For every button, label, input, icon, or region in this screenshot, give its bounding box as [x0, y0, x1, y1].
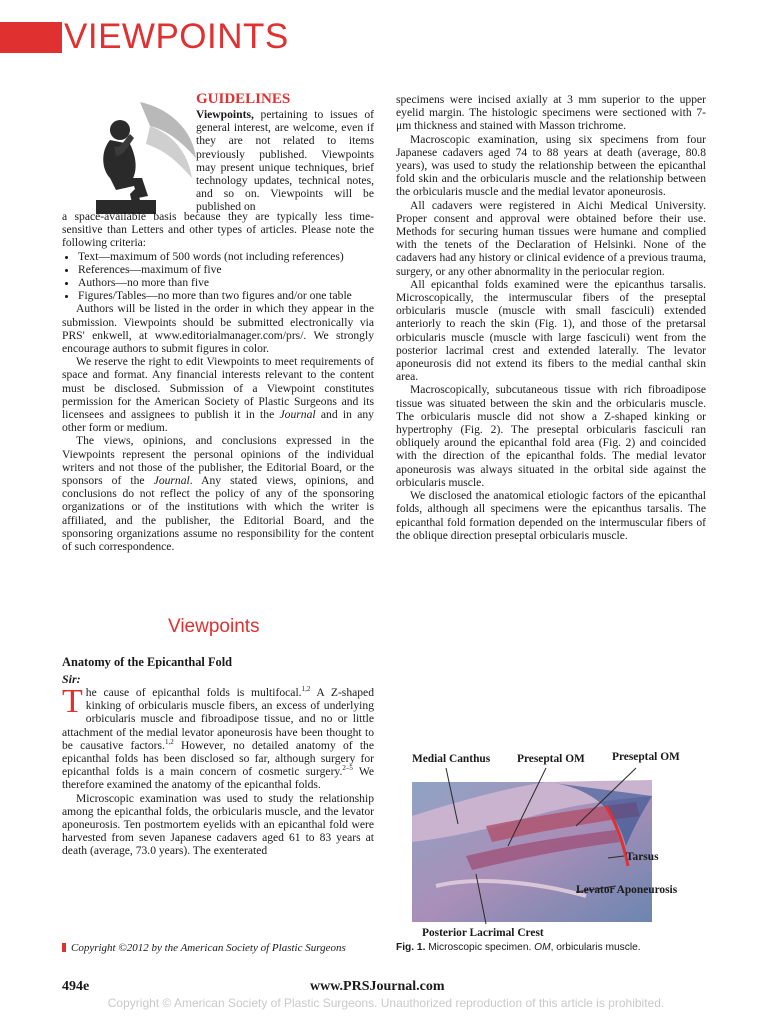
- guidelines-body: [62, 210, 374, 553]
- label-medial-canthus: Medial Canthus: [412, 753, 491, 765]
- micrograph-image: [396, 746, 706, 946]
- criteria-item: • References—maximum of five: [78, 263, 374, 276]
- article-paragraph-6: Macroscopically, subcutaneous tissue with rich fibroadipose tissue was situated between the skin and the orbicularis muscle. The orbicularis muscle did not show a Z-shaped kinking or hypertrophy (Fig. 2). The preseptal orbicularis fasciculi ran obliquely around the epicanthal fold area (Fig. 2) and coincided with the direction of the epicanthal folds. The medial levator aponeurosis was always situated in the orbital side against the orbicularis muscle.: [396, 383, 706, 489]
- label-posterior-lacrimal-crest: Posterior Lacrimal Crest: [422, 927, 544, 939]
- salutation: Sir:: [62, 672, 81, 686]
- label-preseptal-om: Preseptal OM: [517, 753, 585, 765]
- article-paragraph-1: The cause of epicanthal folds is multifocal.$^{1,2}$ A Z-shaped kinking of orbicularis muscle fibers, an excess of underlying orbicularis muscle and fibroadipose tissue, and no or little attachment of the medial levator aponeurosis have been thought to be causative factors.$^{1,2}$ However, no detailed anatomy of the epicanthal folds has been disclosed so far, although surgery for epicanthal folds is a main concern of cosmetic surgery.$^{2-5}$ We therefore examined the anatomy of the epicanthal folds.: [62, 683, 375, 792]
- guidelines-views-paragraph: The views, opinions, and conclusions expressed in the Viewpoints represent the personal opinions of the individual writers and not those of the publisher, the Editorial Board, or the sponsors of the Journal. Any stated views, opinions, and conclusions do not reflect the policy of any of the sponsoring organizations or of the institutions with which the writer is affiliated, and the publisher, the Editorial Board, and the sponsoring organizations assume no responsibility for the content of such correspondence.: [62, 434, 374, 554]
- header-accent-bar: [0, 22, 62, 53]
- journal-url: www.PRSJournal.com: [310, 979, 445, 994]
- guidelines-authors-paragraph: Authors will be listed in the order in which they appear in the submission. Viewpoints should be submitted electronically via PRS' enkwell, at www.editorialmanager.com/prs/. We strongly encourage authors to submit figures in color.: [62, 302, 374, 356]
- article-body-right: [396, 93, 706, 542]
- article-body-left: [62, 683, 375, 858]
- label-preseptal-om-2: Preseptal OM: [612, 751, 680, 763]
- guidelines-intro-continued: a space-available basis because they are typically less time-sensitive than Letters and other types of articles. Please note the following criteria:: [62, 210, 374, 250]
- figure-caption: Fig. 1. Microscopic specimen. OM, orbicularis muscle.: [396, 942, 641, 953]
- label-levator-aponeurosis: Levator Aponeurosis: [576, 884, 678, 896]
- page-number: 494e: [62, 979, 90, 994]
- guidelines-intro-bold: Viewpoints,: [196, 108, 254, 121]
- article-paragraph-7: We disclosed the anatomical etiologic factors of the epicanthal folds, although all specimens were the epicanthus tarsalis. The epicanthal fold formation depended on the intermuscular fibers of the oblique direction preseptal orbicularis muscle.: [396, 489, 706, 542]
- criteria-item: • Text—maximum of 500 words (not including references): [78, 250, 374, 263]
- drop-cap: T: [62, 683, 83, 720]
- guidelines-rights-paragraph: We reserve the right to edit Viewpoints to meet requirements of space and format. Any financial interests relevant to the content must be disclosed. Submission of a Viewpoint constitutes permission for the American Society of Plastic Surgeons and its licensees and assignees to publish it in the Journal and in any other form or medium.: [62, 355, 374, 435]
- guidelines-intro: [196, 108, 374, 214]
- article-paragraph-2-continued: specimens were incised axially at 3 mm superior to the upper eyelid margin. The histologic specimens were sectioned with 7-μm thickness and stained with Masson trichrome.: [396, 93, 706, 133]
- figure-1: [396, 746, 706, 946]
- label-tarsus: Tarsus: [626, 851, 659, 863]
- copyright-notice: Copyright ©2012 by the American Society of Plastic Surgeons: [62, 942, 346, 954]
- thinker-statue-icon: [80, 100, 198, 218]
- article-paragraph-2: Microscopic examination was used to study the relationship among the epicanthal folds, the orbicularis muscle, and the levator aponeurosis. Ten postmortem eyelids with an epicanthal fold were harvested from seven Japanese cadavers aged 61 to 83 years at death (average, 73.0 years). The exenterated: [62, 791, 374, 858]
- guidelines-intro-text: pertaining to issues of general interest, are welcome, even if they are not related to items previously published. Viewpoints may present unique techniques, brief technology updates, technical notes, and so on. Viewpoints will be published on: [196, 108, 374, 214]
- guidelines-heading: GUIDELINES: [196, 91, 291, 107]
- section-title: VIEWPOINTS: [64, 17, 289, 56]
- viewpoints-heading: Viewpoints: [168, 616, 260, 637]
- article-paragraph-3: Macroscopic examination, using six specimens from four Japanese cadavers aged 74 to 88 years at death (average, 80.8 years), was used to study the relationship between the epicanthal fold skin and the orbicularis muscle and the relationship between the orbicularis muscle and the medial levator aponeurosis.: [396, 132, 706, 199]
- footer-watermark: Copyright © American Society of Plastic Surgeons. Unauthorized reproduction of this article is prohibited.: [107, 996, 665, 1010]
- article-paragraph-4: All cadavers were registered in Aichi Medical University. Proper consent and approval were obtained before their use. Methods for securing human tissues were humane and complied with the tenets of the Declaration of Helsinki. None of the cadavers had any history or clinical evidence of a previous trauma, surgery, or any other abnormality in the periocular region.: [396, 198, 707, 278]
- article-paragraph-5: All epicanthal folds examined were the epicanthus tarsalis. Microscopically, the intermuscular fibers of the preseptal orbicularis muscle (muscle with small fasciculi) extended anteriorly to reach the skin (Fig. 1), and those of the pretarsal orbicularis muscle (muscle with large fasciculi) went from the posterior lacrimal crest and extended laterally. The levator aponeurosis did not extend its fibers to the medial canthal skin area.: [396, 277, 706, 384]
- criteria-list: [62, 250, 374, 303]
- article-title: Anatomy of the Epicanthal Fold: [62, 655, 233, 669]
- criteria-item: • Authors—no more than five: [78, 276, 374, 289]
- criteria-item: • Figures/Tables—no more than two figures and/or one table: [78, 289, 374, 302]
- copyright-marker-icon: [62, 943, 66, 952]
